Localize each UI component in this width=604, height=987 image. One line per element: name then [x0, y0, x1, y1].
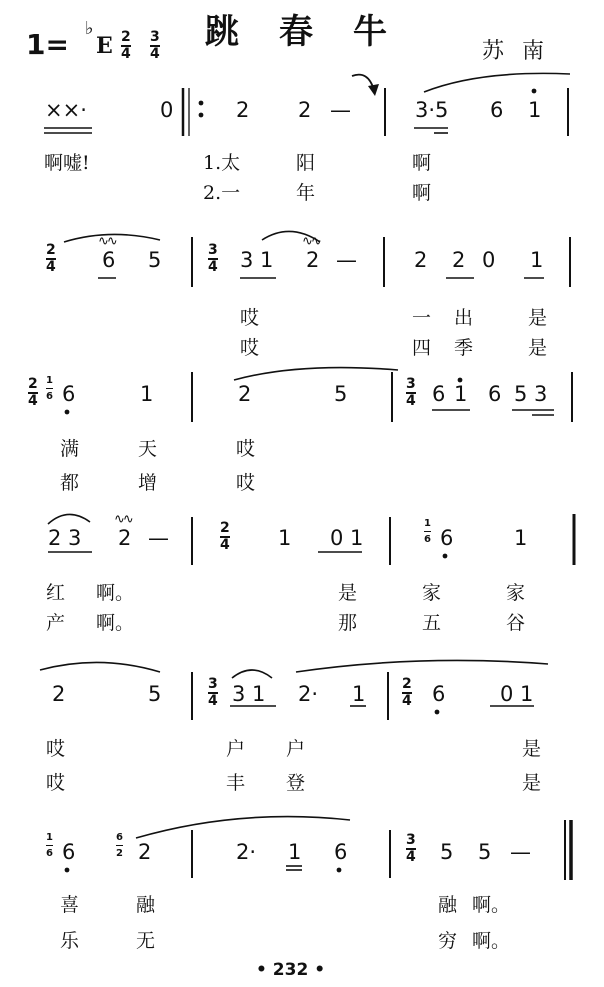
lyric: 户: [286, 738, 306, 760]
dash: —: [148, 526, 169, 550]
lyric: 乐: [60, 930, 80, 952]
time-signature-3-4: 3 4: [406, 376, 416, 409]
dash: —: [510, 840, 531, 864]
octave-dot: [337, 868, 342, 873]
octave-dot: [443, 554, 448, 559]
note: 5: [148, 682, 162, 706]
lyric: 是: [522, 738, 542, 760]
song-origin: 苏南: [482, 39, 563, 64]
lyric: 一: [412, 307, 432, 329]
lyric: 2.一: [203, 182, 241, 204]
slur-arc: [296, 660, 548, 672]
key-prefix: 1=: [26, 28, 69, 61]
lyric: 是: [528, 337, 548, 359]
note: 5: [478, 840, 492, 864]
lyric: 无: [136, 930, 156, 952]
note: 2: [118, 526, 132, 550]
note: 5: [334, 382, 348, 406]
rest-note-pair: 0 1: [330, 526, 364, 550]
lyric: 哎: [236, 438, 256, 460]
grace-note: 1 6: [424, 518, 431, 545]
slur-arc: [48, 514, 90, 524]
lyric: 哎: [46, 772, 66, 794]
lyric: 丰: [226, 772, 246, 794]
note: 2: [52, 682, 66, 706]
lyric: 产: [46, 612, 66, 634]
note: 6: [490, 98, 504, 122]
lyric: 啊: [412, 182, 432, 204]
lyric: 红: [46, 582, 66, 604]
note: 1: [352, 682, 366, 706]
note-low: 6: [440, 526, 454, 550]
lyric: 融: [438, 894, 458, 916]
time-signature-3-4: 3 4: [208, 242, 218, 275]
lyric: 喜: [60, 894, 80, 916]
octave-dot: [65, 868, 70, 873]
mordent-icon: ∿∿: [114, 512, 132, 527]
lyric: 哎: [236, 472, 256, 494]
time-signature-2-4: 2 4: [46, 242, 56, 275]
note-low: 6: [62, 840, 76, 864]
lyric: 啊。: [96, 582, 135, 604]
time-signature-2-4: 2 4: [121, 29, 131, 62]
note: 2: [236, 98, 250, 122]
arrow-head-icon: [368, 84, 379, 96]
slur-arc: [40, 662, 160, 672]
grace-note: 6 2: [116, 832, 123, 859]
time-signature-3-4: 3 4: [406, 832, 416, 865]
lyric: 是: [528, 307, 548, 329]
lyric: 年: [296, 182, 316, 204]
lyric: 哎: [240, 337, 260, 359]
note: 2: [138, 840, 152, 864]
note: 1: [288, 840, 302, 864]
note: 1: [140, 382, 154, 406]
time-signature-2-4: 2 4: [402, 676, 412, 709]
octave-dot: [65, 410, 70, 415]
lyric: 谷: [506, 612, 526, 634]
lyric: 五: [422, 612, 442, 634]
lyric: 天: [138, 438, 158, 460]
note: 1: [514, 526, 528, 550]
note: 2: [414, 248, 428, 272]
note: 6: [488, 382, 502, 406]
dash: —: [336, 248, 357, 272]
note-pair: 5 3: [514, 382, 548, 406]
lyric: 阳: [296, 152, 316, 174]
octave-dot: [199, 113, 204, 118]
lyric: 满: [60, 438, 80, 460]
lyric: 都: [60, 472, 80, 494]
octave-dot: [435, 710, 440, 715]
note-low: 6: [334, 840, 348, 864]
grace-note: 1 6: [46, 832, 53, 859]
slur-arc: [234, 368, 398, 380]
note-pair: 2 3: [48, 526, 82, 550]
note-dotted: 2·: [298, 682, 319, 706]
note: 5: [148, 248, 162, 272]
time-signature-2-4: 2 4: [220, 520, 230, 553]
slur-arc: [232, 670, 272, 678]
slur-arc: [424, 73, 570, 92]
lyric: 啊。: [96, 612, 135, 634]
grace-note: 1 6: [46, 375, 53, 402]
note: 6: [102, 248, 116, 272]
lyric: 家: [422, 582, 442, 604]
lyric: 四: [412, 337, 432, 359]
lyric: 啊。: [472, 894, 511, 916]
note: 0: [160, 98, 174, 122]
lyric: 登: [286, 772, 306, 794]
mordent-icon: ∿∿: [302, 234, 320, 249]
note-dotted: 3·5: [415, 98, 449, 122]
mordent-icon: ∿∿: [98, 234, 116, 249]
lyric: 是: [522, 772, 542, 794]
octave-dot: [532, 89, 537, 94]
lyric: 哎: [240, 307, 260, 329]
note-clap: ××·: [45, 98, 87, 122]
lyric: 户: [226, 738, 246, 760]
note: 5: [440, 840, 454, 864]
rest: 0: [482, 248, 496, 272]
rest-note-pair: 0 1: [500, 682, 534, 706]
lyric: 啊: [412, 152, 432, 174]
octave-dot: [199, 101, 204, 106]
note-high: 1: [454, 382, 468, 406]
slur-arc: [136, 817, 350, 838]
note: 2: [306, 248, 320, 272]
note-high: 1: [528, 98, 542, 122]
lyric: 啊。: [472, 930, 511, 952]
time-signature-3-4: 3 4: [208, 676, 218, 709]
song-title: 跳春牛: [205, 12, 427, 52]
note-low: 6: [432, 682, 446, 706]
time-signature-2-4: 2 4: [28, 376, 38, 409]
lyric: 家: [506, 582, 526, 604]
note: 2: [238, 382, 252, 406]
note: 1: [530, 248, 544, 272]
note: 6: [432, 382, 446, 406]
key-signature: [26, 28, 69, 61]
note-low: 6: [62, 382, 76, 406]
lyric: 那: [338, 612, 358, 634]
lyric: 出: [454, 307, 474, 329]
lyric: 增: [138, 472, 158, 494]
lyric: 啊嘘!: [44, 152, 90, 174]
lyric: 1.太: [203, 152, 241, 174]
lyric: 季: [454, 337, 474, 359]
note-pair: 3 1: [240, 248, 274, 272]
note: 2: [452, 248, 466, 272]
lyric: 融: [136, 894, 156, 916]
note-pair: 3 1: [232, 682, 266, 706]
page-number: • 232 •: [256, 960, 326, 980]
note-dotted: 2·: [236, 840, 257, 864]
note: 2: [298, 98, 312, 122]
lyric: 哎: [46, 738, 66, 760]
time-signature-3-4: 3 4: [150, 29, 160, 62]
lyric: 穷: [438, 930, 458, 952]
dash: —: [330, 98, 351, 122]
key-note: E: [96, 33, 113, 59]
key-flat: ♭: [85, 18, 94, 39]
note: 1: [278, 526, 292, 550]
lyric: 是: [338, 582, 358, 604]
